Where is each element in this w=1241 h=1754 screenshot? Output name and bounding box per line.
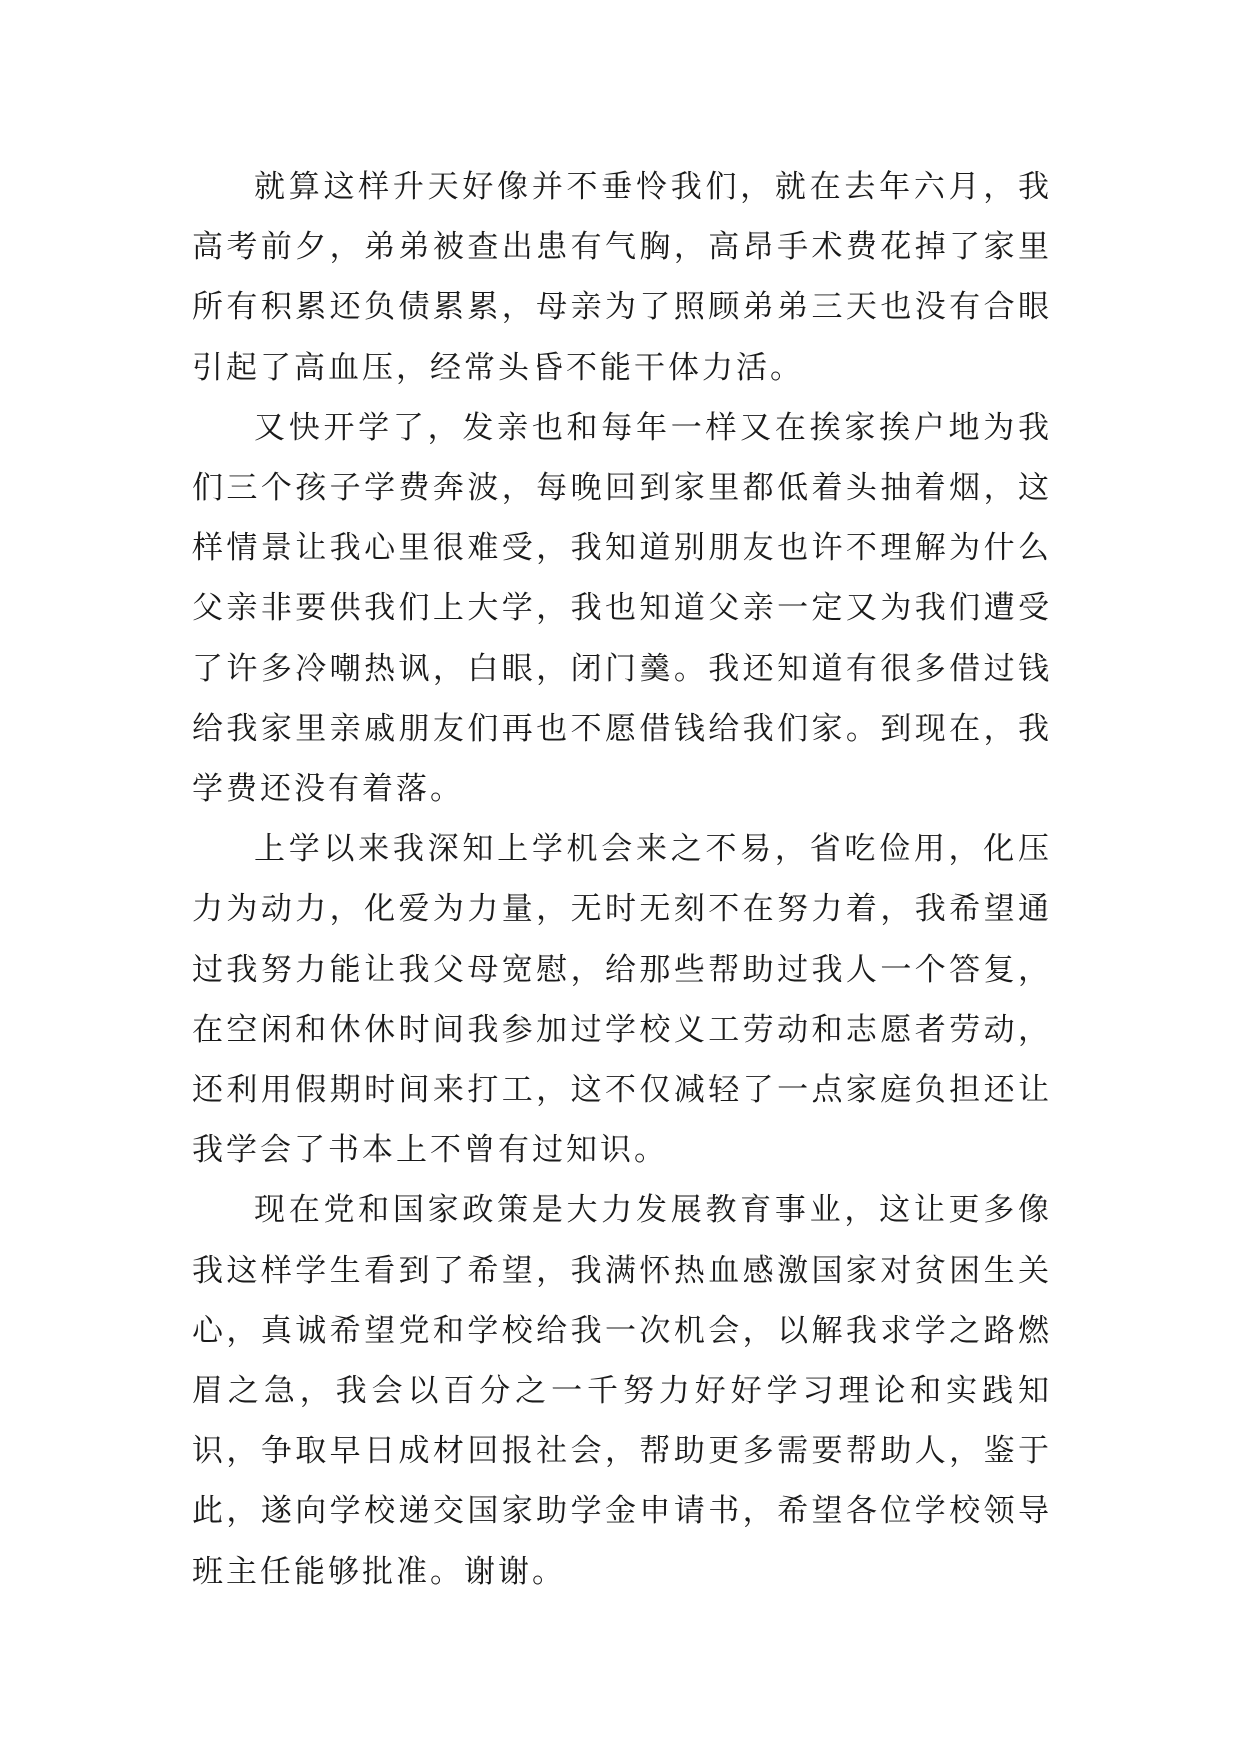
paragraph-3: 上学以来我深知上学机会来之不易，省吃俭用，化压力为动力，化爱为力量，无时无刻不在努力着，我希望通过我努力能让我父母宽慰，给那些帮助过我人一个答复，在空闲和休休时间我参加过学校义工劳动和志愿者劳动，还利用假期时间来打工，这不仅减轻了一点家庭负担还让我学会了书本上不曾有过知识。 (192, 831, 1052, 1169)
paragraph-2: 又快开学了，发亲也和每年一样又在挨家挨户地为我们三个孩子学费奔波，每晚回到家里都低着头抽着烟，这样情景让我心里很难受，我知道别朋友也许不理解为什么父亲非要供我们上大学，我也知道父亲一定又为我们遭受了许多冷嘲热讽，白眼，闭门羹。我还知道有很多借过钱给我家里亲戚朋友们再也不愿借钱给我们家。到现在，我学费还没有着落。 (192, 409, 1052, 808)
paragraph-1: 就算这样升天好像并不垂怜我们，就在去年六月，我高考前夕，弟弟被查出患有气胸，高昂手术费花掉了家里所有积累还负债累累，母亲为了照顾弟弟三天也没有合眼引起了高血压，经常头昏不能干体力活。 (192, 169, 1052, 386)
document-body (192, 157, 1052, 1602)
paragraph-4: 现在党和国家政策是大力发展教育事业，这让更多像我这样学生看到了希望，我满怀热血感激国家对贫困生关心，真诚希望党和学校给我一次机会，以解我求学之路燃眉之急，我会以百分之一千努力好好学习理论和实践知识，争取早日成材回报社会，帮助更多需要帮助人，鉴于此，遂向学校递交国家助学金申请书，希望各位学校领导班主任能够批准。谢谢。 (192, 1192, 1052, 1590)
